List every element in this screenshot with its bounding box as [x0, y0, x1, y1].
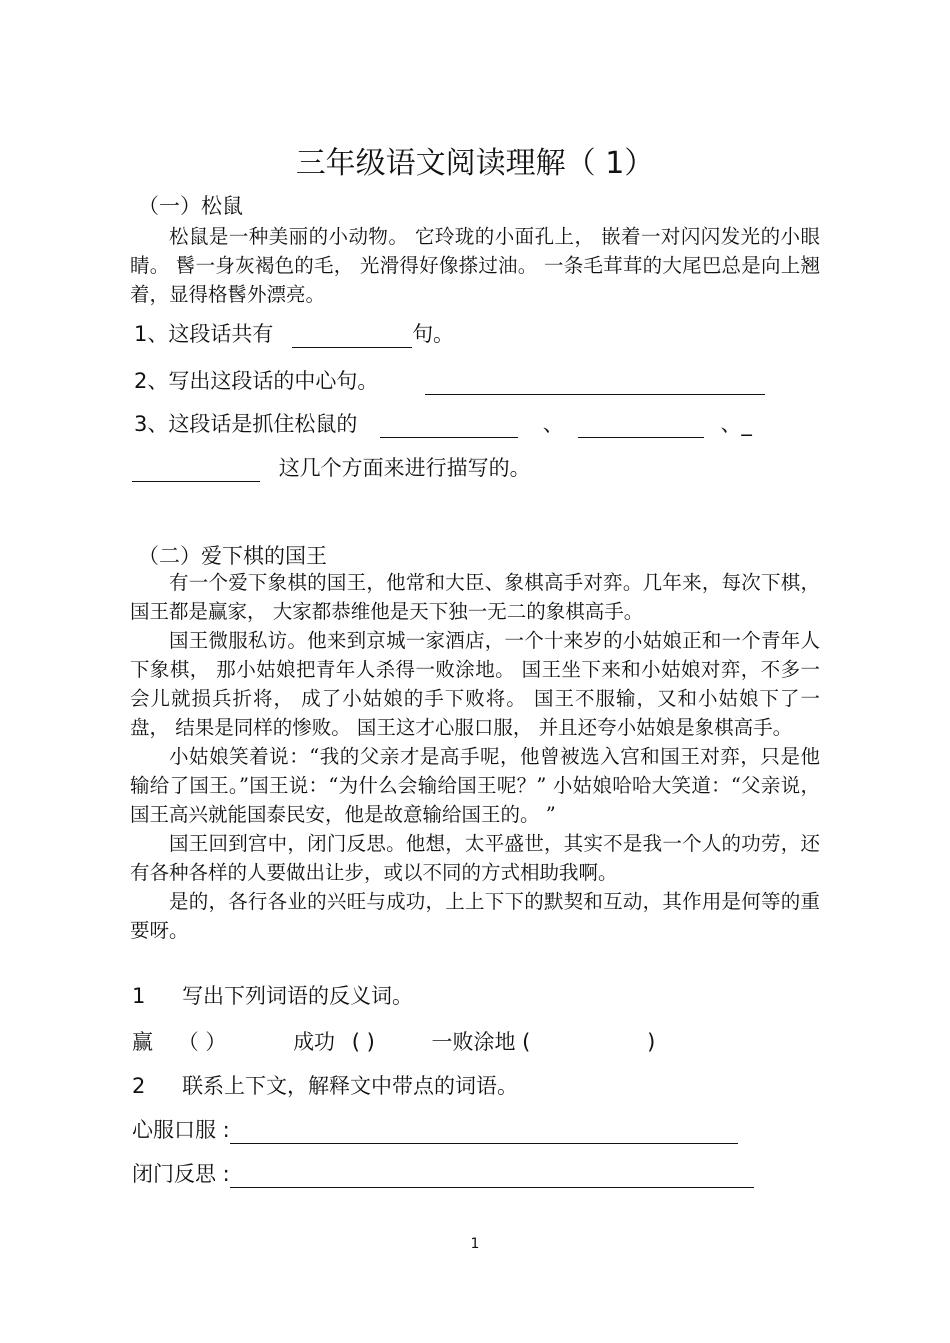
question-text: 联系上下文，解释文中带点的词语。	[182, 1074, 519, 1098]
paragraph-text: 松鼠是一种美丽的小动物。 它玲珑的小面孔上， 嵌着一对闪闪发光的小眼睛。 䯺一身灰褐色的毛， 光滑得好像搽过油。 一条毛茸茸的大尾巴总是向上翘着，显得格䯺外漂亮。	[130, 225, 820, 306]
term-label: 闭门反思 :	[132, 1162, 230, 1186]
page-title: 三年级语文阅读理解（ 1）	[295, 146, 655, 181]
antonym-answer[interactable]: ( )	[351, 1030, 375, 1054]
answer-blank[interactable]	[230, 1121, 738, 1144]
section-heading-squirrel: （一）松鼠	[138, 194, 243, 218]
answer-blank[interactable]	[132, 459, 260, 482]
answer-blank[interactable]	[425, 372, 765, 395]
antonym-close: )	[647, 1030, 656, 1054]
term-label: 心服口服 :	[132, 1118, 230, 1142]
question-explain	[132, 1070, 518, 1100]
antonym-row	[132, 1026, 655, 1056]
separator: 、	[542, 412, 564, 436]
question-number: 2	[132, 1074, 146, 1098]
story-paragraph: 是的，各行各业的兴旺与成功，上上下下的默契和互动，其作用是何等的重要呀。	[130, 890, 820, 942]
answer-blank[interactable]	[380, 415, 518, 438]
king-story	[130, 568, 820, 945]
antonym-word: 一败涂地 (	[431, 1030, 531, 1054]
explain-row-1	[132, 1114, 738, 1144]
antonym-word: 成功	[293, 1030, 336, 1054]
question-antonyms	[132, 980, 413, 1010]
question-1	[134, 318, 454, 348]
explain-row-2	[132, 1158, 754, 1188]
question-3	[134, 408, 752, 438]
story-paragraph: 国王微服私访。他来到京城一家酒店，一个十来岁的小姑娘正和一个青年人下象棋， 那小姑娘把青年人杀得一败涂地。 国王坐下来和小姑娘对弈，不多一会儿就损兵折将， 成了小姑娘的手下败将。 国王不服输，又和小姑娘下了一盘， 结果是同样的惨败。 国王这才心服口服， 并且还夸小姑娘是象棋高手。	[130, 629, 820, 739]
question-text: 这几个方面来进行描写的。	[278, 456, 531, 480]
story-paragraph: 小姑娘笑着说：“我的父亲才是高手呢，他曾被选入宫和国王对弈，只是他输给了国王。”国王说：“为什么会输给国王呢？” 小姑娘哈哈大笑道：“父亲说，国王高兴就能国泰民安，他是故意输给国王的。 ”	[130, 745, 820, 826]
question-number: 1	[132, 984, 146, 1008]
page-number: 1	[470, 1236, 480, 1252]
question-text: 1、这段话共有	[134, 322, 274, 346]
answer-blank[interactable]	[230, 1165, 754, 1188]
antonym-answer[interactable]: （ ）	[177, 1030, 227, 1054]
question-suffix: 句。	[412, 322, 455, 346]
story-paragraph: 有一个爱下象棋的国王，他常和大臣、象棋高手对弈。几年来，每次下棋，国王都是赢家， 大家都恭维他是天下独一无二的象棋高手。	[130, 571, 820, 623]
question-text: 2、写出这段话的中心句。	[134, 369, 379, 393]
question-3-continued	[132, 452, 531, 482]
squirrel-paragraph	[130, 222, 820, 309]
answer-blank[interactable]	[578, 415, 704, 438]
question-text: 3、这段话是抓住松鼠的	[134, 412, 358, 436]
answer-blank[interactable]	[292, 325, 412, 348]
section-heading-king: （二）爱下棋的国王	[138, 544, 327, 568]
story-paragraph: 国王回到宫中，闭门反思。他想，太平盛世，其实不是我一个人的功劳，还有各种各样的人要做出让步，或以不同的方式相助我啊。	[130, 832, 820, 884]
separator: 、_	[720, 412, 752, 436]
question-text: 写出下列词语的反义词。	[182, 984, 414, 1008]
antonym-word: 赢	[132, 1030, 153, 1054]
question-2	[134, 365, 765, 395]
